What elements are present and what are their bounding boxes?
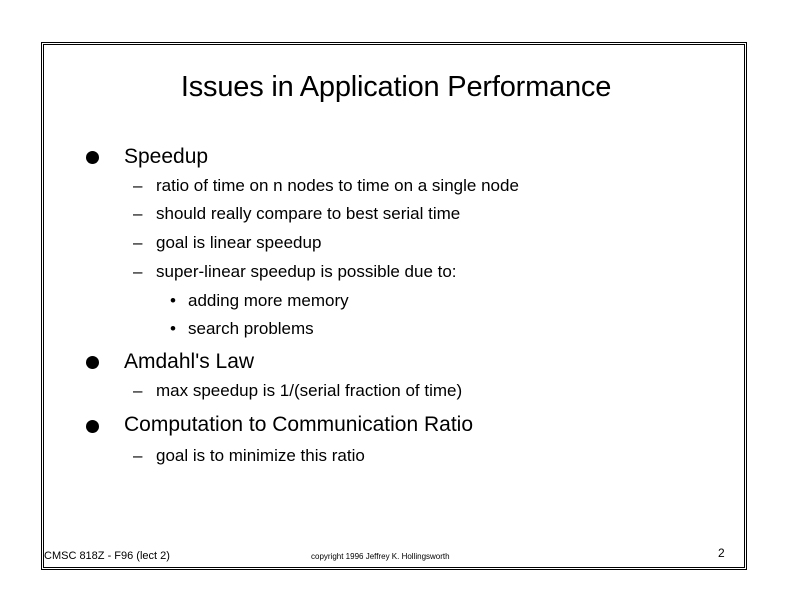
subitem-super-linear: super-linear speedup is possible due to: <box>156 262 457 281</box>
bullet-dot <box>86 420 99 433</box>
footer-course: CMSC 818Z - F96 (lect 2) <box>44 550 170 562</box>
subitem-minimize-ratio: goal is to minimize this ratio <box>156 446 365 465</box>
slide-frame <box>41 42 747 570</box>
bullet-speedup: Speedup <box>124 145 209 168</box>
bullet-dot <box>86 356 99 369</box>
dash-marker: – <box>133 204 143 223</box>
dash-marker: – <box>133 262 143 281</box>
small-bullet-marker: • <box>170 319 176 338</box>
subsubitem-memory: adding more memory <box>188 291 349 310</box>
subitem-serial-time: should really compare to best serial time <box>156 204 461 223</box>
subitem-max-speedup: max speedup is 1/(serial fraction of time) <box>156 381 463 400</box>
slide-frame-inner <box>43 44 745 568</box>
subitem-linear-speedup: goal is linear speedup <box>156 233 322 252</box>
bullet-computation-ratio: Computation to Communication Ratio <box>124 413 474 436</box>
page-number: 2 <box>718 546 725 560</box>
bullet-dot <box>86 151 99 164</box>
dash-marker: – <box>133 381 143 400</box>
small-bullet-marker: • <box>170 291 176 310</box>
slide-title: Issues in Application Performance <box>180 71 612 103</box>
dash-marker: – <box>133 446 143 465</box>
dash-marker: – <box>133 176 143 195</box>
bullet-amdahl: Amdahl's Law <box>124 350 255 373</box>
subitem-ratio: ratio of time on n nodes to time on a single node <box>156 176 519 195</box>
subsubitem-search: search problems <box>188 319 314 338</box>
footer-copyright: copyright 1996 Jeffrey K. Hollingsworth <box>311 552 450 561</box>
dash-marker: – <box>133 233 143 252</box>
